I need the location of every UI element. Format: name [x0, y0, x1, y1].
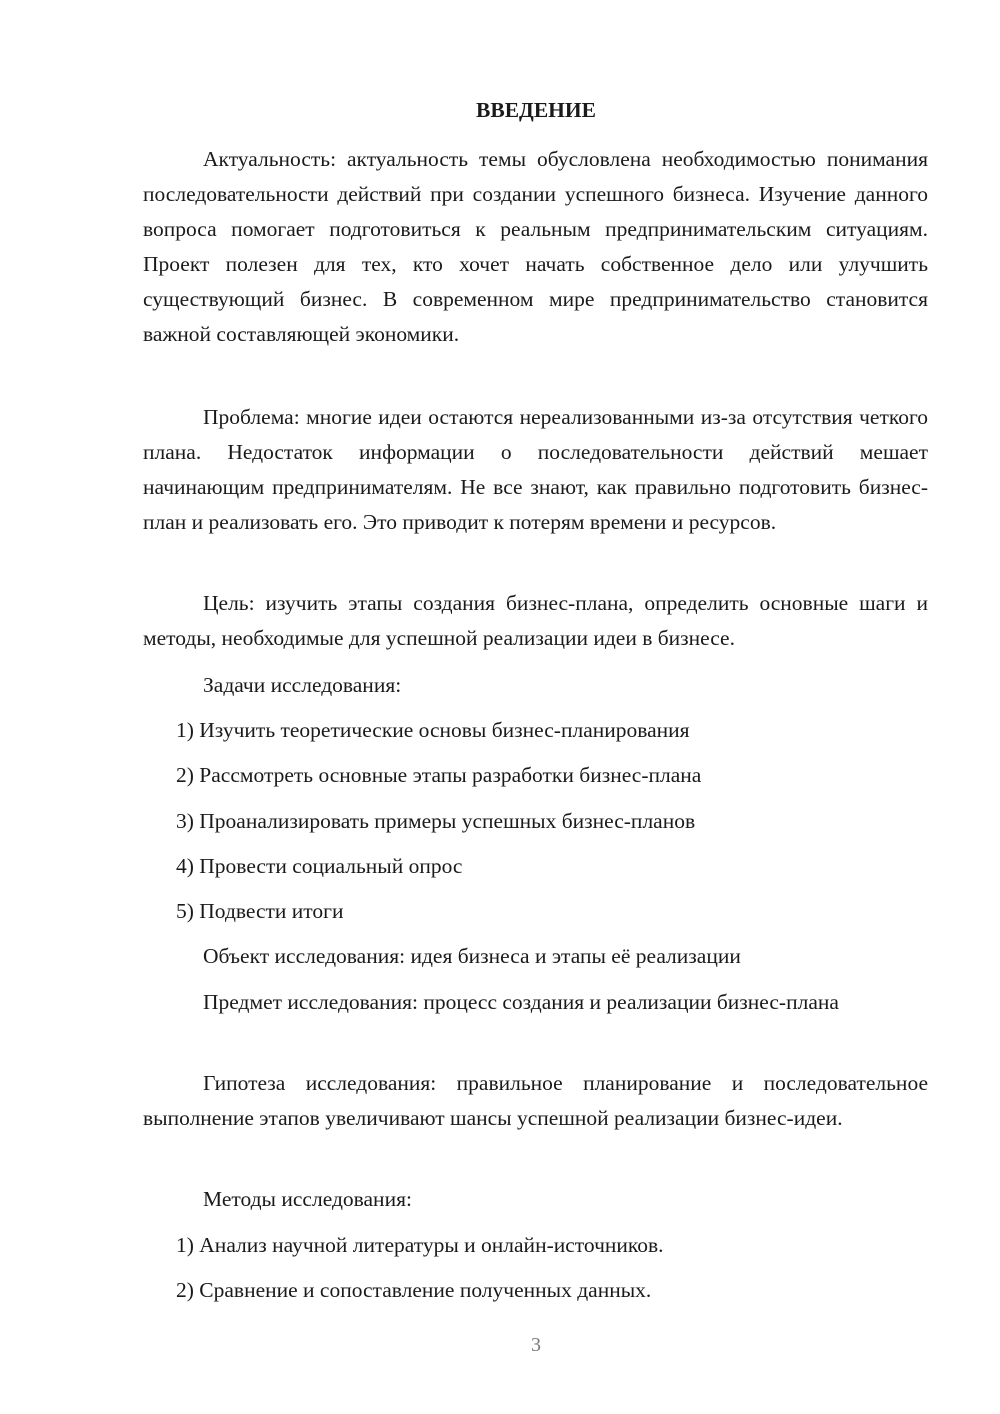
relevance-paragraph: Актуальность: актуальность темы обусловлена необходимостью понимания последовательности действий при создании успешного бизнеса. Изучение данного вопроса помогает подготовиться к реальным предпринимательским ситуациям. Проект полезен для тех, кто хочет начать собственное дело или улучшить существующий бизнес. В современном мире предпринимательство становится важной составляющей экономики. [143, 147, 928, 346]
methods-heading: Методы исследования: [203, 1187, 412, 1211]
goal-paragraph: Цель: изучить этапы создания бизнес-плана, определить основные шаги и методы, необходимые для успешной реализации идеи в бизнесе. [143, 591, 928, 650]
method-item: 2) Сравнение и сопоставление полученных данных. [176, 1278, 652, 1302]
task-item: 2) Рассмотреть основные этапы разработки бизнес-плана [176, 763, 702, 787]
task-item: 1) Изучить теоретические основы бизнес-планирования [176, 718, 690, 742]
task-item: 5) Подвести итоги [176, 899, 344, 923]
problem-paragraph: Проблема: многие идеи остаются нереализованными из-за отсутствия четкого плана. Недостаток информации о последовательности действий мешает начинающим предпринимателям. Не все знают, как правильно подготовить бизнес-план и реализовать его. Это приводит к потерям времени и ресурсов. [143, 405, 928, 534]
task-item: 4) Провести социальный опрос [176, 854, 463, 878]
subject-paragraph: Предмет исследования: процесс создания и реализации бизнес-плана [203, 990, 839, 1014]
page-number: 3 [531, 1334, 541, 1356]
task-item: 3) Проанализировать примеры успешных бизнес-планов [176, 809, 696, 833]
tasks-heading: Задачи исследования: [203, 673, 402, 697]
method-item: 1) Анализ научной литературы и онлайн-источников. [176, 1233, 664, 1257]
object-paragraph: Объект исследования: идея бизнеса и этапы её реализации [203, 944, 741, 968]
hypothesis-paragraph: Гипотеза исследования: правильное планирование и последовательное выполнение этапов увеличивают шансы успешной реализации бизнес-идеи. [143, 1071, 928, 1130]
section-heading: ВВЕДЕНИЕ [476, 98, 596, 122]
